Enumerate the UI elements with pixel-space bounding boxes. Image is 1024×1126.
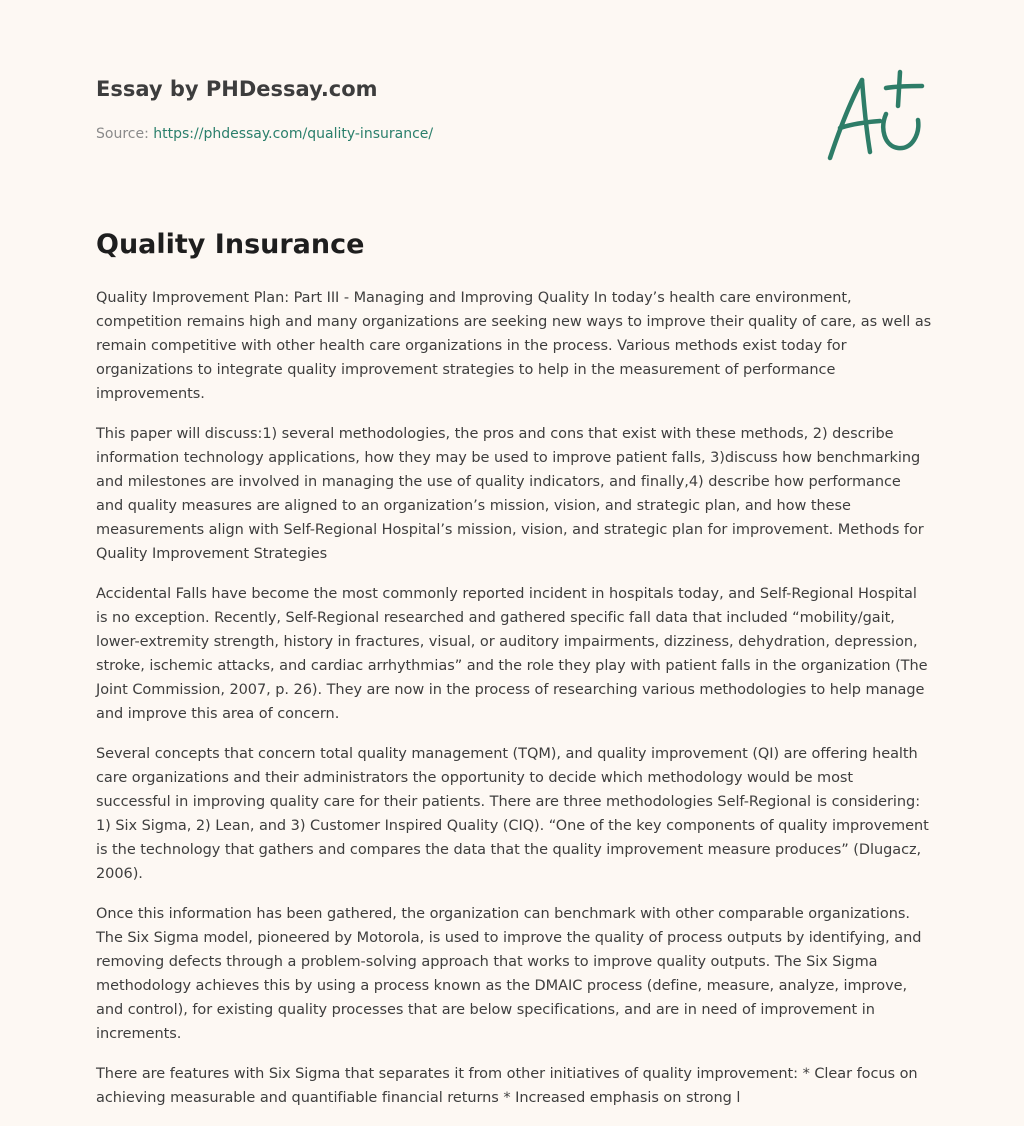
a-plus-grade-icon	[818, 66, 930, 166]
source-link[interactable]: https://phdessay.com/quality-insurance/	[153, 126, 434, 142]
source-line	[96, 124, 796, 144]
essay-title: Quality Insurance	[96, 229, 365, 260]
essay-paragraph: Quality Improvement Plan: Part III - Managing and Improving Quality In today’s health care environment, competition remains high and many organizations are seeking new ways to improve their quality of care, as well as remain competitive with other health care organizations in the process. Various methods exist today for organizations to integrate quality improvement strategies to help in the measurement of performance improvements.	[96, 290, 932, 402]
essay-paragraph: Once this information has been gathered, the organization can benchmark with other comparable organizations. The Six Sigma model, pioneered by Motorola, is used to improve the quality of process outputs by identifying, and removing defects through a problem-solving approach that works to improve quality outputs. The Six Sigma methodology achieves this by using a process known as the DMAIC process (define, measure, analyze, improve, and control), for existing quality processes that are below specifications, and are in need of improvement in increments.	[96, 906, 922, 1042]
essay-paragraph: Several concepts that concern total quality management (TQM), and quality improvement (QI) are offering health care organizations and their administrators the opportunity to decide which methodology would be most successful in improving quality care for their patients. There are three methodologies Self-Regional is considering: 1) Six Sigma, 2) Lean, and 3) Customer Inspired Quality (CIQ). “One of the key components of quality improvement is the technology that gathers and compares the data that the quality improvement measure produces” (Dlugacz, 2006).	[96, 746, 929, 882]
essay-paragraph: There are features with Six Sigma that separates it from other initiatives of quality improvement: * Clear focus on achieving measurable and quantifiable financial returns * Increased emphasis on strong l	[96, 1066, 918, 1106]
essay-content	[96, 226, 932, 1126]
source-label: Source:	[96, 126, 149, 142]
essay-paragraph: This paper will discuss:1) several methodologies, the pros and cons that exist with these methods, 2) describe information technology applications, how they may be used to improve patient falls, 3)discuss how benchmarking and milestones are involved in managing the use of quality indicators, and finally,4) describe how performance and quality measures are aligned to an organization’s mission, vision, and strategic plan, and how these measurements align with Self-Regional Hospital’s mission, vision, and strategic plan for improvement. Methods for Quality Improvement Strategies	[96, 426, 924, 562]
essay-paragraph: Accidental Falls have become the most commonly reported incident in hospitals today, and Self-Regional Hospital is no exception. Recently, Self-Regional researched and gathered specific fall data that included “mobility/gait, lower-extremity strength, history in fractures, visual, or auditory impairments, dizziness, dehydration, depression, stroke, ischemic attacks, and cardiac arrhythmias” and the role they play with patient falls in the organization (The Joint Commission, 2007, p. 26). They are now in the process of researching various methodologies to help manage and improve this area of concern.	[96, 586, 928, 722]
site-header	[96, 74, 796, 144]
site-title: Essay by PHDessay.com	[96, 77, 378, 101]
